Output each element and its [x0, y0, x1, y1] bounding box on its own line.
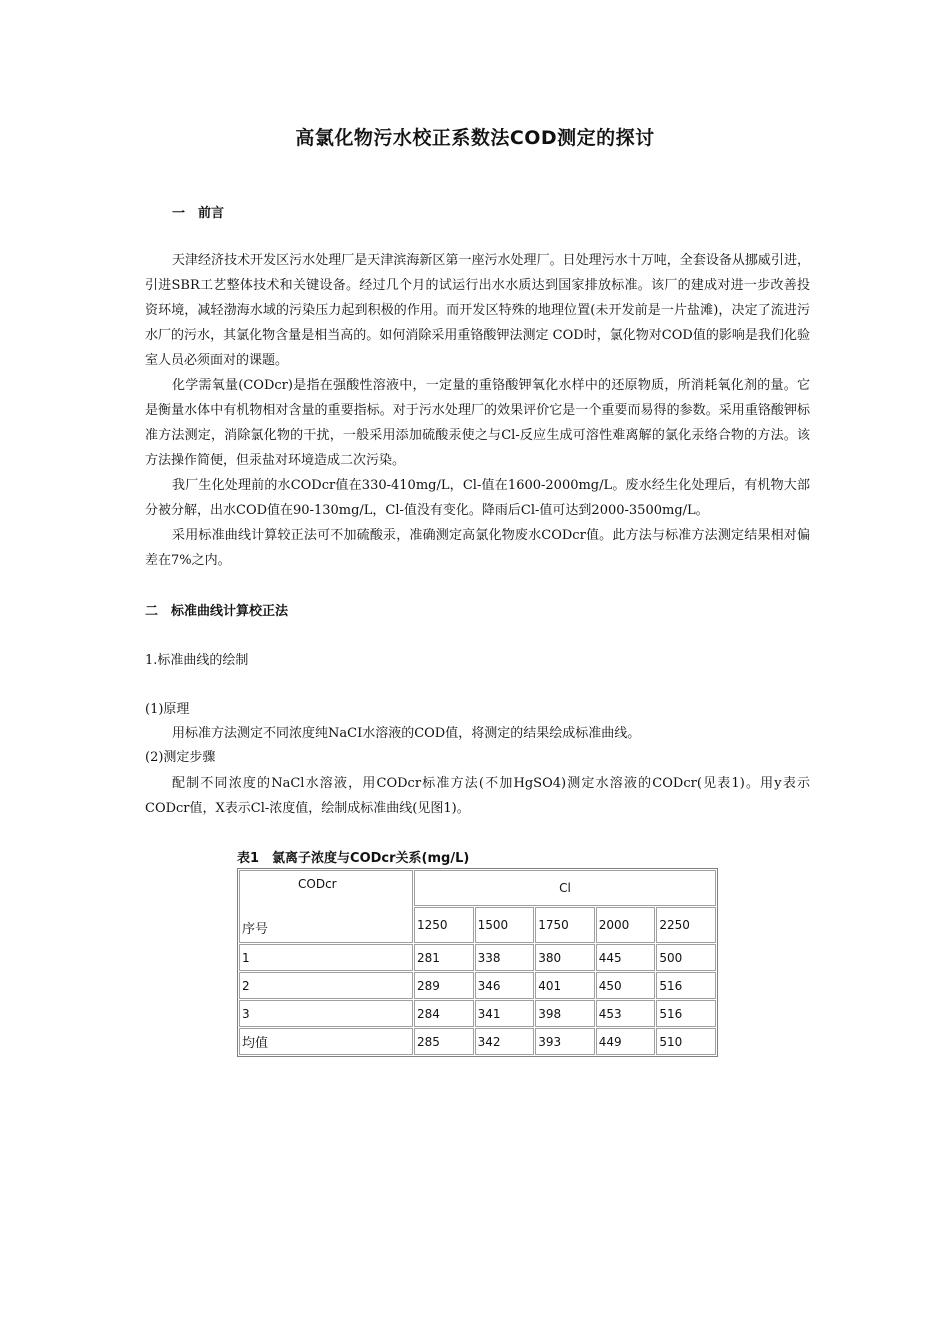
paragraph-4: 采用标准曲线计算较正法可不加硫酸汞，准确测定高氯化物废水CODcr值。此方法与标准方法测定结果相对偏差在7%之内。 — [145, 528, 810, 568]
row-label: 均值 — [239, 1028, 413, 1055]
paragraph-2: 化学需氧量(CODcr)是指在强酸性溶液中，一定量的重铬酸钾氧化水样中的还原物质，所消耗氧化剂的量。它是衡量水体中有机物相对含量的重要指标。对于污水处理厂的效果评价它是一个重要而易得的参数。采用重铬酸钾标准方法测定，消除氯化物的干扰，一般采用添加硫酸汞使之与Cl-反应生成可溶性难离解的氯化汞络合物的方法。该方法操作简便，但汞盐对环境造成二次污染。 — [145, 378, 810, 468]
subsection-principle: (1)原理 — [145, 702, 190, 717]
column-header: 1750 — [535, 907, 595, 943]
table-cell: 500 — [656, 944, 716, 971]
table-cell: 516 — [656, 1000, 716, 1027]
table-cell: 289 — [414, 972, 474, 999]
table-row-mean — [239, 1028, 716, 1055]
table-cell: 393 — [535, 1028, 595, 1055]
procedure-body — [145, 771, 810, 821]
corner-index-label: 序号 — [242, 922, 269, 937]
column-header: 1250 — [414, 907, 474, 943]
table-cell: 341 — [475, 1000, 535, 1027]
column-header: 1500 — [475, 907, 535, 943]
row-label: 1 — [239, 944, 413, 971]
table-corner-cell — [239, 870, 413, 943]
cl-group-header: Cl — [414, 870, 716, 906]
table-header-row — [239, 870, 716, 906]
table-cell: 284 — [414, 1000, 474, 1027]
row-label: 3 — [239, 1000, 413, 1027]
table-cell: 510 — [656, 1028, 716, 1055]
table-cell: 346 — [475, 972, 535, 999]
data-table — [237, 868, 718, 1057]
table-cell: 401 — [535, 972, 595, 999]
table-cell: 342 — [475, 1028, 535, 1055]
column-header: 2250 — [656, 907, 716, 943]
table-cell: 449 — [596, 1028, 656, 1055]
section-1-heading: 一 前言 — [172, 206, 225, 221]
column-header: 2000 — [596, 907, 656, 943]
table-cell: 281 — [414, 944, 474, 971]
paragraph-1: 天津经济技术开发区污水处理厂是天津滨海新区第一座污水处理厂。日处理污水十万吨，全套设备从挪威引进，引进SBR工艺整体技术和关键设备。经过几个月的试运行出水水质达到国家排放标准。该厂的建成对进一步改善投资环境，减轻渤海水域的污染压力起到积极的作用。而开发区特殊的地理位置(未开发前是一片盐滩)，决定了流进污水厂的污水，其氯化物含量是相当高的。如何消除采用重铬酸钾法测定 COD时，氯化物对COD值的影响是我们化验室人员必须面对的课题。 — [145, 253, 810, 368]
table-row — [239, 944, 716, 971]
table-cell: 445 — [596, 944, 656, 971]
corner-codcr-label: CODcr — [298, 877, 337, 891]
table-row — [239, 1000, 716, 1027]
table-cell: 338 — [475, 944, 535, 971]
procedure-text: 配制不同浓度的NaCl水溶液，用CODcr标准方法(不加HgSO4)测定水溶液的CODcr(见表1)。用y表示CODcr值，X表示Cl-浓度值，绘制成标准曲线(见图1)。 — [145, 776, 810, 816]
section-2-heading: 二 标准曲线计算校正法 — [145, 604, 289, 619]
page-title: 高氯化物污水校正系数法COD测定的探讨 — [295, 127, 655, 149]
paragraph-3: 我厂生化处理前的水CODcr值在330-410mg/L，Cl-值在1600-2000mg/L。废水经生化处理后，有机物大部分被分解，出水COD值在90-130mg/L，Cl-值没有变化。降雨后Cl-值可达到2000-3500mg/L。 — [145, 478, 810, 518]
table-cell: 398 — [535, 1000, 595, 1027]
table-cell: 285 — [414, 1028, 474, 1055]
section-1-body — [145, 248, 810, 573]
row-label: 2 — [239, 972, 413, 999]
subsection-curve-drawing: 1.标准曲线的绘制 — [145, 653, 249, 668]
table-caption: 表1 氯离子浓度与CODcr关系(mg/L) — [237, 851, 470, 866]
table-cell: 453 — [596, 1000, 656, 1027]
table-row — [239, 972, 716, 999]
subsection-procedure: (2)测定步骤 — [145, 750, 216, 765]
principle-text: 用标准方法测定不同浓度纯NaCI水溶液的COD值，将测定的结果绘成标准曲线。 — [172, 726, 641, 741]
table-cell: 516 — [656, 972, 716, 999]
table-cell: 450 — [596, 972, 656, 999]
table-cell: 380 — [535, 944, 595, 971]
